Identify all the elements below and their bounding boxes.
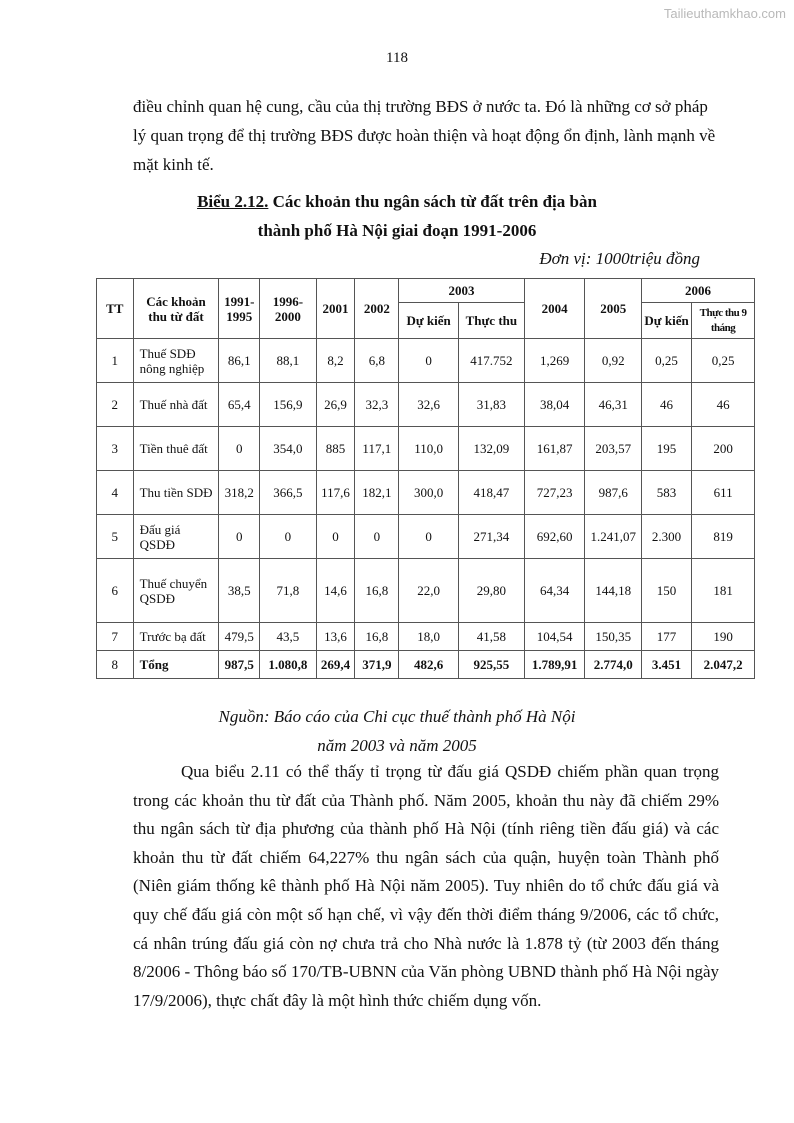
cell-value: 117,6 — [316, 471, 355, 515]
table-title-text: Các khoản thu ngân sách từ đất trên địa bàn — [268, 192, 597, 211]
source-note — [0, 702, 794, 760]
table-row — [97, 383, 755, 427]
cell-value: 16,8 — [355, 623, 399, 651]
cell-value: 3.451 — [641, 651, 691, 679]
cell-value: 32,3 — [355, 383, 399, 427]
cell-tt: 5 — [97, 515, 134, 559]
cell-value: 46,31 — [585, 383, 641, 427]
cell-value: 318,2 — [219, 471, 260, 515]
cell-value: 1,269 — [524, 339, 585, 383]
cell-value: 987,5 — [219, 651, 260, 679]
cell-value: 16,8 — [355, 559, 399, 623]
table-row — [97, 623, 755, 651]
cell-value: 727,23 — [524, 471, 585, 515]
cell-value: 144,18 — [585, 559, 641, 623]
cell-value: 0 — [399, 339, 459, 383]
table-row-total — [97, 651, 755, 679]
header-2006: 2006 — [641, 279, 754, 303]
header-2006-du-kien: Dự kiến — [641, 303, 691, 339]
cell-value: 29,80 — [458, 559, 524, 623]
cell-value: 819 — [692, 515, 755, 559]
header-2003: 2003 — [399, 279, 525, 303]
cell-value: 0,92 — [585, 339, 641, 383]
cell-item: Thuế nhà đất — [133, 383, 219, 427]
header-1996-2000: 1996-2000 — [260, 279, 316, 339]
cell-tt: 3 — [97, 427, 134, 471]
header-tt: TT — [97, 279, 134, 339]
cell-value: 8,2 — [316, 339, 355, 383]
watermark: Tailieuthamkhao.com — [663, 6, 786, 21]
header-1991-1995: 1991-1995 — [219, 279, 260, 339]
table-label: Biểu 2.12. — [197, 192, 269, 211]
cell-item: Thuế chuyển QSDĐ — [133, 559, 219, 623]
cell-value: 417.752 — [458, 339, 524, 383]
cell-tt: 1 — [97, 339, 134, 383]
page-number: 118 — [386, 50, 408, 66]
header-2003-thuc-thu: Thực thu — [458, 303, 524, 339]
cell-value: 182,1 — [355, 471, 399, 515]
cell-value: 190 — [692, 623, 755, 651]
land-revenue-table — [96, 278, 755, 679]
cell-value: 354,0 — [260, 427, 316, 471]
table-row — [97, 559, 755, 623]
cell-value: 203,57 — [585, 427, 641, 471]
cell-item: Thuế SDĐ nông nghiệp — [133, 339, 219, 383]
cell-value: 38,5 — [219, 559, 260, 623]
cell-value: 88,1 — [260, 339, 316, 383]
cell-value: 18,0 — [399, 623, 459, 651]
table-row — [97, 515, 755, 559]
cell-value: 32,6 — [399, 383, 459, 427]
header-2001: 2001 — [316, 279, 355, 339]
cell-value: 611 — [692, 471, 755, 515]
cell-value: 2.774,0 — [585, 651, 641, 679]
cell-value: 0 — [260, 515, 316, 559]
cell-value: 0 — [316, 515, 355, 559]
cell-value: 0 — [399, 515, 459, 559]
table-row — [97, 339, 755, 383]
cell-value: 885 — [316, 427, 355, 471]
cell-tt: 6 — [97, 559, 134, 623]
cell-value: 43,5 — [260, 623, 316, 651]
cell-item: Đấu giá QSDĐ — [133, 515, 219, 559]
header-item: Các khoản thu từ đất — [133, 279, 219, 339]
cell-value: 418,47 — [458, 471, 524, 515]
cell-value: 65,4 — [219, 383, 260, 427]
cell-item: Tiền thuê đất — [133, 427, 219, 471]
cell-value: 161,87 — [524, 427, 585, 471]
table-row — [97, 471, 755, 515]
cell-value: 0,25 — [641, 339, 691, 383]
cell-value: 117,1 — [355, 427, 399, 471]
cell-value: 371,9 — [355, 651, 399, 679]
source-line1: Nguồn: Báo cáo của Chi cục thuế thành phố Hà Nội — [218, 707, 576, 726]
cell-tt: 7 — [97, 623, 134, 651]
cell-value: 71,8 — [260, 559, 316, 623]
cell-value: 150 — [641, 559, 691, 623]
table-title — [0, 187, 794, 245]
cell-value: 269,4 — [316, 651, 355, 679]
table-title-line1 — [0, 187, 794, 216]
cell-value: 104,54 — [524, 623, 585, 651]
cell-value: 156,9 — [260, 383, 316, 427]
body-paragraph: Qua biểu 2.11 có thể thấy tỉ trọng từ đấu giá QSDĐ chiếm phần quan trọng trong các khoản thu từ đất của Thành phố. Năm 2005, khoản thu này đã chiếm 29% thu ngân sách từ địa phương của thành phố Hà Nội (tính riêng tiền đấu giá) và các khoản thu từ đất chiếm 64,227% thu ngân sách của quận, huyện toàn Thành phố (Niên giám thống kê thành phố Hà Nội năm 2005). Tuy nhiên do tổ chức đấu giá và quy chế đấu giá còn một số hạn chế, vì vậy đến thời điểm tháng 9/2006, các tổ chức, cá nhân trúng đấu giá còn nợ chưa trả cho Nhà nước là 1.878 tỷ (từ 2003 đến tháng 8/2006 - Thông báo số 170/TB-UBNN của Văn phòng UBND thành phố Hà Nội ngày 17/9/2006), thực chất đây là một hình thức chiếm dụng vốn. — [133, 762, 719, 1010]
header-2005: 2005 — [585, 279, 641, 339]
cell-item: Tổng — [133, 651, 219, 679]
cell-value: 38,04 — [524, 383, 585, 427]
cell-value: 86,1 — [219, 339, 260, 383]
header-2002: 2002 — [355, 279, 399, 339]
cell-value: 13,6 — [316, 623, 355, 651]
header-2006-thuc-thu-9-thang: Thực thu 9 tháng — [692, 303, 755, 339]
header-2004: 2004 — [524, 279, 585, 339]
cell-value: 482,6 — [399, 651, 459, 679]
cell-value: 479,5 — [219, 623, 260, 651]
cell-value: 195 — [641, 427, 691, 471]
cell-value: 1.241,07 — [585, 515, 641, 559]
cell-value: 110,0 — [399, 427, 459, 471]
cell-tt: 4 — [97, 471, 134, 515]
cell-value: 132,09 — [458, 427, 524, 471]
cell-item: Thu tiền SDĐ — [133, 471, 219, 515]
cell-value: 987,6 — [585, 471, 641, 515]
cell-value: 2.300 — [641, 515, 691, 559]
cell-value: 150,35 — [585, 623, 641, 651]
table-row — [97, 427, 755, 471]
cell-value: 0 — [219, 515, 260, 559]
cell-tt: 8 — [97, 651, 134, 679]
cell-value: 300,0 — [399, 471, 459, 515]
cell-value: 181 — [692, 559, 755, 623]
cell-value: 41,58 — [458, 623, 524, 651]
cell-value: 1.789,91 — [524, 651, 585, 679]
cell-value: 64,34 — [524, 559, 585, 623]
cell-value: 271,34 — [458, 515, 524, 559]
cell-tt: 2 — [97, 383, 134, 427]
cell-value: 26,9 — [316, 383, 355, 427]
cell-value: 14,6 — [316, 559, 355, 623]
cell-value: 46 — [641, 383, 691, 427]
cell-value: 31,83 — [458, 383, 524, 427]
cell-value: 583 — [641, 471, 691, 515]
cell-value: 200 — [692, 427, 755, 471]
cell-value: 46 — [692, 383, 755, 427]
cell-value: 22,0 — [399, 559, 459, 623]
cell-value: 0 — [219, 427, 260, 471]
cell-value: 0,25 — [692, 339, 755, 383]
intro-paragraph: điều chỉnh quan hệ cung, cầu của thị trường BĐS ở nước ta. Đó là những cơ sở pháp lý quan trọng để thị trường BĐS được hoàn thiện và hoạt động ổn định, lành mạnh về mặt kinh tế. — [133, 97, 716, 174]
cell-value: 692,60 — [524, 515, 585, 559]
cell-value: 0 — [355, 515, 399, 559]
cell-value: 925,55 — [458, 651, 524, 679]
cell-value: 177 — [641, 623, 691, 651]
cell-value: 1.080,8 — [260, 651, 316, 679]
cell-item: Trước bạ đất — [133, 623, 219, 651]
unit-label: Đơn vị: 1000triệu đồng — [539, 249, 700, 268]
cell-value: 2.047,2 — [692, 651, 755, 679]
table-title-line2: thành phố Hà Nội giai đoạn 1991-2006 — [257, 221, 537, 240]
cell-value: 366,5 — [260, 471, 316, 515]
cell-value: 6,8 — [355, 339, 399, 383]
source-line2: năm 2003 và năm 2005 — [317, 736, 477, 755]
header-2003-du-kien: Dự kiến — [399, 303, 459, 339]
